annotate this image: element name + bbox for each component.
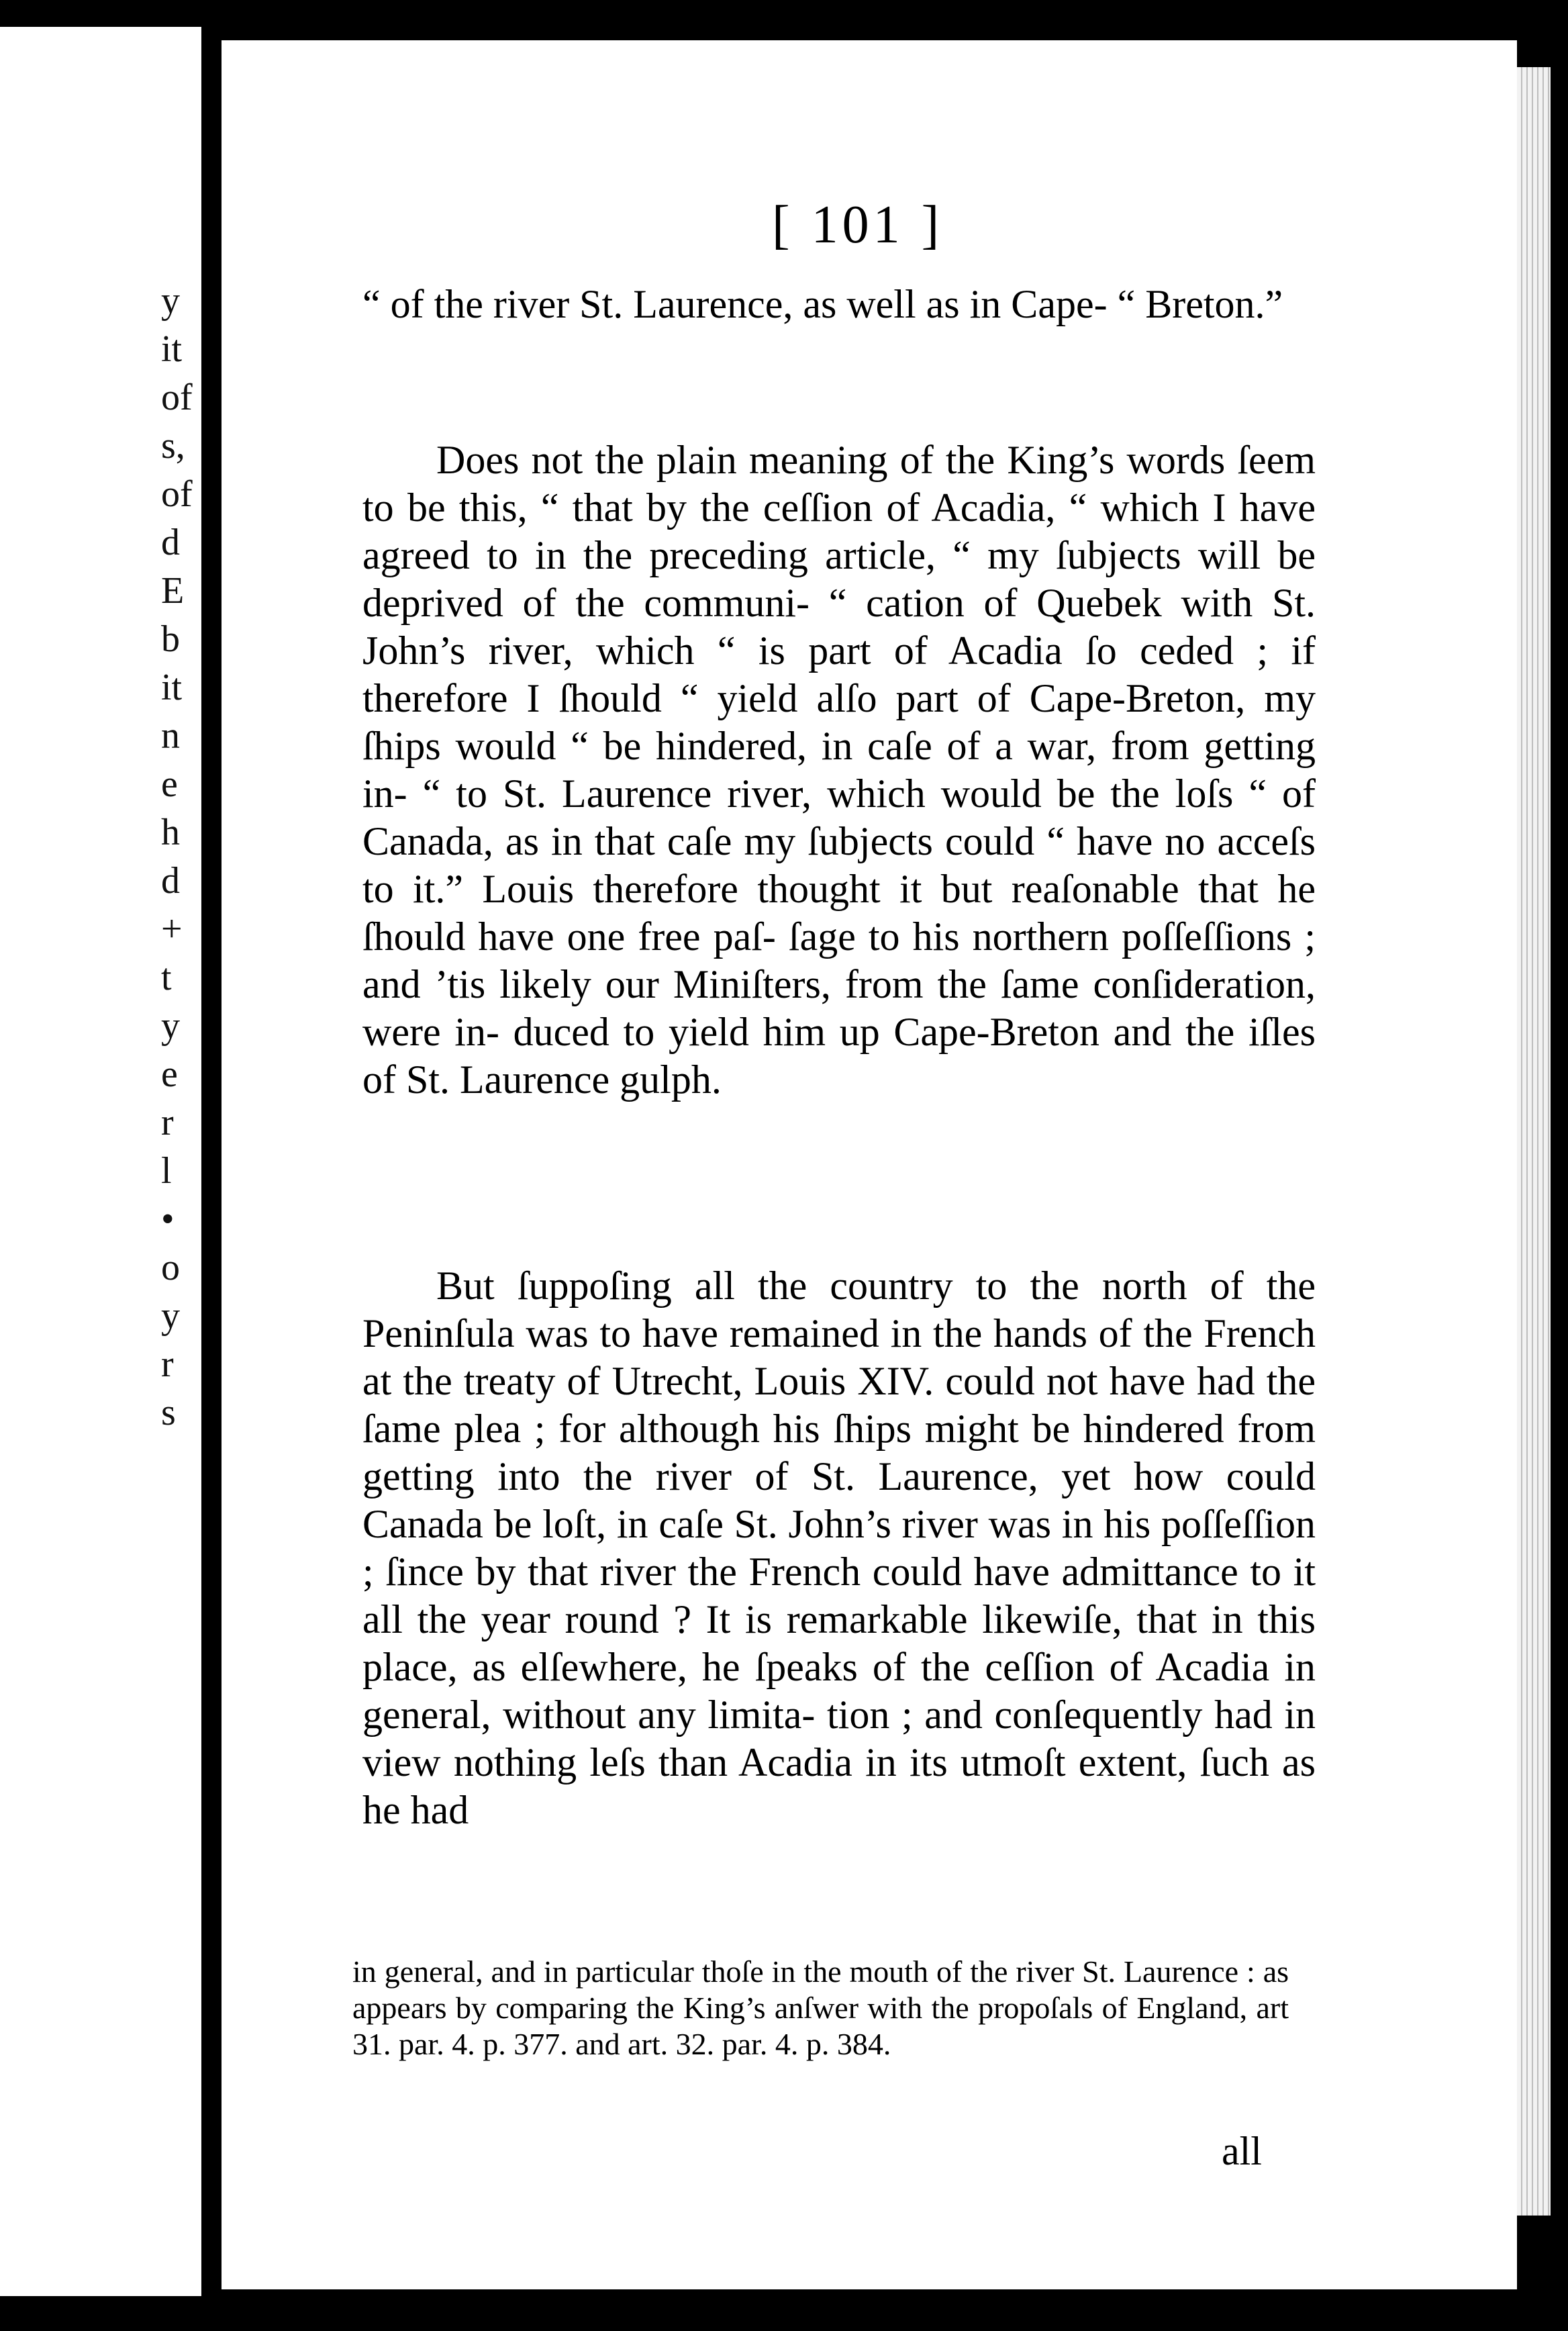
text-line: by that river the French could have admittance to bbox=[475, 1550, 1293, 1594]
left-margin-fragment: of bbox=[161, 473, 193, 515]
left-margin-fragment: it bbox=[161, 667, 183, 708]
left-margin-fragment: e bbox=[161, 763, 178, 805]
left-margin-fragment: y bbox=[161, 1005, 180, 1047]
text-line: But ſuppoſing all the country to the north of the bbox=[436, 1264, 1316, 1308]
text-line: “ of Canada, as in that caſe my ſubjects could bbox=[362, 771, 1316, 863]
left-margin-fragment: h bbox=[161, 812, 180, 853]
paragraph-does-not bbox=[362, 436, 1316, 1104]
text-line: “ to St. Laurence river, which would be the loſs bbox=[422, 771, 1249, 816]
text-line: tion ; and conſequently had in view nothing leſs bbox=[362, 1693, 1316, 1785]
left-margin-fragment: o bbox=[161, 1247, 180, 1288]
page-header: [ 101 ] bbox=[772, 195, 944, 254]
text-line: it but reaſonable that he ſhould have one free paſ- bbox=[362, 867, 1316, 959]
text-line: “ be hindered, in caſe of a war, from getting in- bbox=[362, 724, 1316, 816]
text-line: “ which I have agreed to in the preceding article, bbox=[362, 485, 1316, 577]
left-margin-fragment: of bbox=[161, 377, 193, 418]
text-line: than Acadia in its utmoſt extent, ſuch as he had bbox=[362, 1740, 1316, 1832]
page-fore-edge bbox=[1517, 67, 1551, 2216]
footnote bbox=[352, 1954, 1289, 2062]
left-margin-fragment: s bbox=[161, 1392, 176, 1433]
text-line: “ yield alſo part of Cape-Breton, my ſhips would bbox=[362, 676, 1316, 768]
left-margin-fragment: t bbox=[161, 957, 172, 998]
left-margin-fragment: y bbox=[161, 1295, 180, 1337]
text-line: Does not the plain meaning of the King’s words bbox=[436, 438, 1238, 482]
left-margin-fragment: y bbox=[161, 280, 180, 322]
text-line: that in this place, as elſewhere, he ſpeaks of the bbox=[362, 1597, 1316, 1689]
left-margin-fragment: s, bbox=[161, 425, 185, 467]
footnote-line: St. Laurence : as appears by comparing the King’s anſwer bbox=[352, 1954, 1289, 2025]
text-line: “ my ſubjects will be deprived of the communi- bbox=[362, 533, 1316, 625]
text-line: “ Breton.” bbox=[1117, 282, 1283, 326]
continuation-text bbox=[362, 281, 1316, 328]
continuation-paragraph bbox=[362, 281, 1316, 328]
left-margin-fragment: l bbox=[161, 1150, 172, 1192]
left-margin-fragment: r bbox=[161, 1343, 174, 1385]
left-margin-fragment: + bbox=[161, 908, 183, 950]
left-margin-fragment: e bbox=[161, 1053, 178, 1095]
text-line: French at the treaty of Utrecht, Louis XIV. could bbox=[362, 1311, 1316, 1403]
left-margin-fragment: it bbox=[161, 328, 183, 370]
text-line: ſeem to be this, “ that by the ceſſion of Acadia, bbox=[362, 438, 1316, 530]
text-line: Peninſula was to have remained in the hands of the bbox=[362, 1311, 1204, 1355]
text-line: ceſſion of Acadia in general, without any limita- bbox=[362, 1645, 1316, 1737]
text-line: ſage to his northern poſſeſſions ; and ’tis likely our bbox=[362, 914, 1316, 1006]
left-margin-fragment: n bbox=[161, 715, 180, 757]
footnote-line: art. 32. par. 4. p. 384. bbox=[628, 2027, 891, 2061]
left-margin-fragment: r bbox=[161, 1102, 174, 1143]
body-paragraph bbox=[362, 1262, 1316, 1834]
text-line: “ of the river St. Laurence, as well as in Cape- bbox=[362, 282, 1118, 326]
text-line: might be hindered from getting into the river of bbox=[362, 1407, 1316, 1498]
left-margin-fragment: d bbox=[161, 860, 180, 902]
text-line: caſe St. John’s river was in his poſſeſſion ; ſince bbox=[362, 1502, 1316, 1594]
left-margin-fragment: E bbox=[161, 570, 185, 612]
text-line: not have had the ſame plea ; for although his ſhips bbox=[362, 1359, 1316, 1451]
right-page bbox=[222, 40, 1517, 2289]
footnote-line: with the propoſals of England, art 31. par. 4. p. 377. and bbox=[352, 1991, 1289, 2061]
text-line: it all the year round ? It is remarkable likewiſe, bbox=[362, 1550, 1316, 1642]
text-line: St. Laurence, yet how could Canada be loſt, in bbox=[362, 1454, 1316, 1546]
catchword: all bbox=[1222, 2129, 1262, 2173]
book-gutter bbox=[201, 0, 222, 2331]
left-page-edge bbox=[0, 27, 201, 2296]
left-margin-fragment: b bbox=[161, 618, 180, 660]
text-line: Miniſters, from the ſame conſideration, were in- bbox=[362, 962, 1316, 1054]
body-paragraph bbox=[362, 436, 1316, 1104]
footnote-line: in general, and in particular thoſe in the mouth of the river bbox=[352, 1954, 1083, 1989]
left-margin-fragment: • bbox=[161, 1198, 175, 1240]
text-line: “ is part of Acadia ſo ceded ; if therefore I ſhould bbox=[362, 628, 1316, 720]
text-line: “ have no acceſs to it.” Louis therefore thought bbox=[362, 819, 1316, 911]
text-line: of St. Laurence gulph. bbox=[362, 1057, 722, 1102]
text-line: “ cation of Quebek with St. John’s river, which bbox=[362, 581, 1316, 673]
left-margin-fragment: d bbox=[161, 522, 180, 563]
paragraph-but-supposing bbox=[362, 1262, 1316, 1834]
text-line: duced to yield him up Cape-Breton and the iſles bbox=[513, 1010, 1316, 1054]
